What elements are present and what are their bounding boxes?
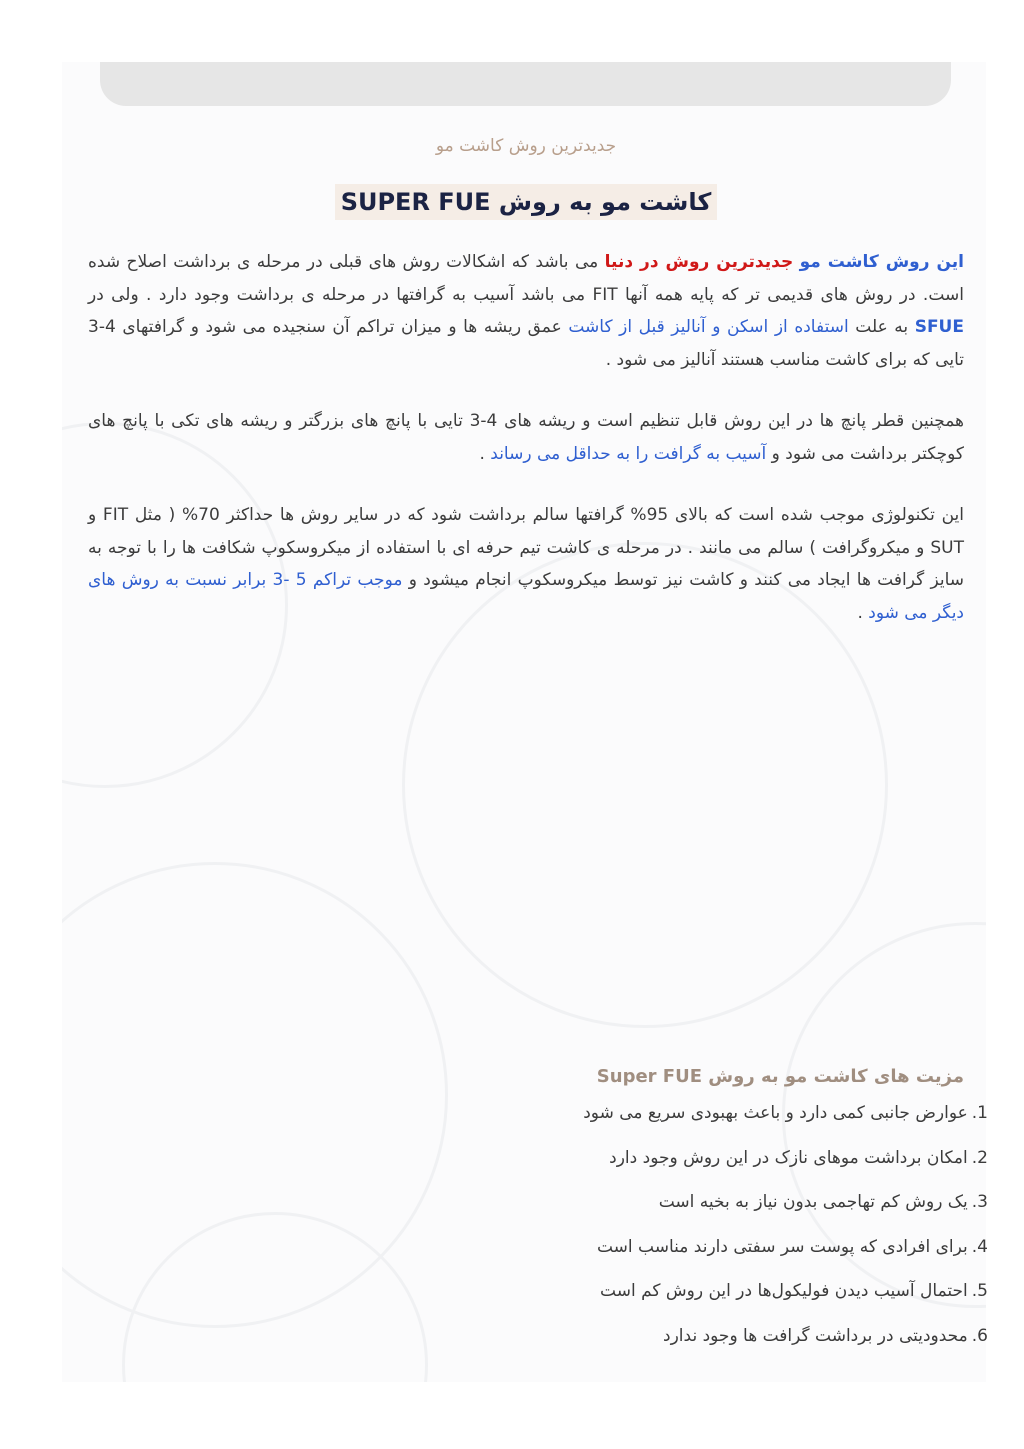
list-item-text: یک روش کم تهاجمی بدون نیاز به بخیه است — [658, 1192, 968, 1212]
list-number: 3. — [971, 1192, 988, 1212]
link-graft-damage[interactable]: آسیب به گرافت را به حداقل می رساند — [490, 443, 767, 464]
highlight-newest-method: جدیدترین روش در دنیا — [604, 252, 794, 273]
paragraph-technology: این تکنولوژی موجب شده است که بالای 95% گرافتها سالم برداشت شود که در سایر روش ها حداکثر 70% ( مثل FIT و SUT و میکروگرافت ) سالم می مانند . در مرحله ی کاشت تیم حرفه ای با استفاده از میکروسکوپ شکافت ها را با توجه به سایز گرافت ها ایجاد می کنند و کاشت نیز توسط میکروسکوپ انجام میشود و موجب تراکم 5 -3 برابر نسبت به روش های دیگر می شود . — [88, 505, 965, 623]
benefits-section — [480, 1066, 988, 1368]
article-subtitle: جدیدترین روش کاشت مو — [435, 136, 617, 156]
link-density[interactable]: موجب تراکم 5 -3 برابر نسبت به روش های دیگر می شود — [88, 570, 964, 623]
benefits-title: مزیت های کاشت مو به روش Super FUE — [596, 1066, 964, 1087]
list-item — [480, 1190, 988, 1214]
list-item — [480, 1146, 988, 1170]
link-hair-transplant-method[interactable]: این روش کاشت مو — [799, 252, 964, 273]
list-item — [480, 1324, 988, 1348]
article-title: کاشت مو به روش SUPER FUE — [335, 184, 718, 220]
list-number: 1. — [971, 1103, 988, 1123]
list-item-text: برای افرادی که پوست سر سفتی دارند مناسب است — [596, 1236, 968, 1257]
list-item-text: عوارض جانبی کمی دارد و باعث بهبودی سریع می شود — [583, 1103, 968, 1123]
link-sfue[interactable]: SFUE — [914, 317, 964, 338]
link-scan-analysis[interactable]: استفاده از اسکن و آنالیز قبل از کاشت — [568, 317, 849, 338]
list-item-text: امکان برداشت موهای نازک در این روش وجود دارد — [609, 1147, 968, 1168]
list-item-text: محدودیتی در برداشت گرافت ها وجود ندارد — [663, 1325, 968, 1346]
list-item-text: احتمال آسیب دیدن فولیکول‌ها در این روش کم است — [600, 1281, 968, 1301]
list-number: 4. — [971, 1236, 988, 1257]
list-item — [480, 1279, 988, 1303]
article-title-wrap — [88, 168, 964, 236]
list-number: 6. — [971, 1325, 988, 1346]
header-bar — [100, 62, 951, 106]
list-item — [480, 1235, 988, 1259]
paragraph-punch-diameter: همچنین قطر پانچ ها در این روش قابل تنظیم است و ریشه های 4-3 تایی با پانچ های بزرگتر و ریشه های تکی با پانچ های کوچکتر برداشت می شود و آسیب به گرافت را به حداقل می رساند . — [88, 411, 964, 464]
list-number: 2. — [971, 1147, 988, 1168]
list-item — [480, 1101, 988, 1125]
article-content — [88, 130, 964, 658]
paragraph-intro: این روش کاشت مو جدیدترین روش در دنیا می باشد که اشکالات روش های قبلی در مرحله ی برداشت اصلاح شده است. در روش های قدیمی تر که پایه همه آنها FIT می باشد آسیب به گرافتها در مرحله ی برداشت وجود دارد . ولی در SFUE به علت استفاده از اسکن و آنالیز قبل از کاشت عمق ریشه ها و میزان تراکم آن سنجیده می شود و گرافتهای 4-3 تایی که برای کاشت مناسب هستند آنالیز می شود . — [88, 252, 964, 370]
list-number: 5. — [971, 1281, 988, 1301]
